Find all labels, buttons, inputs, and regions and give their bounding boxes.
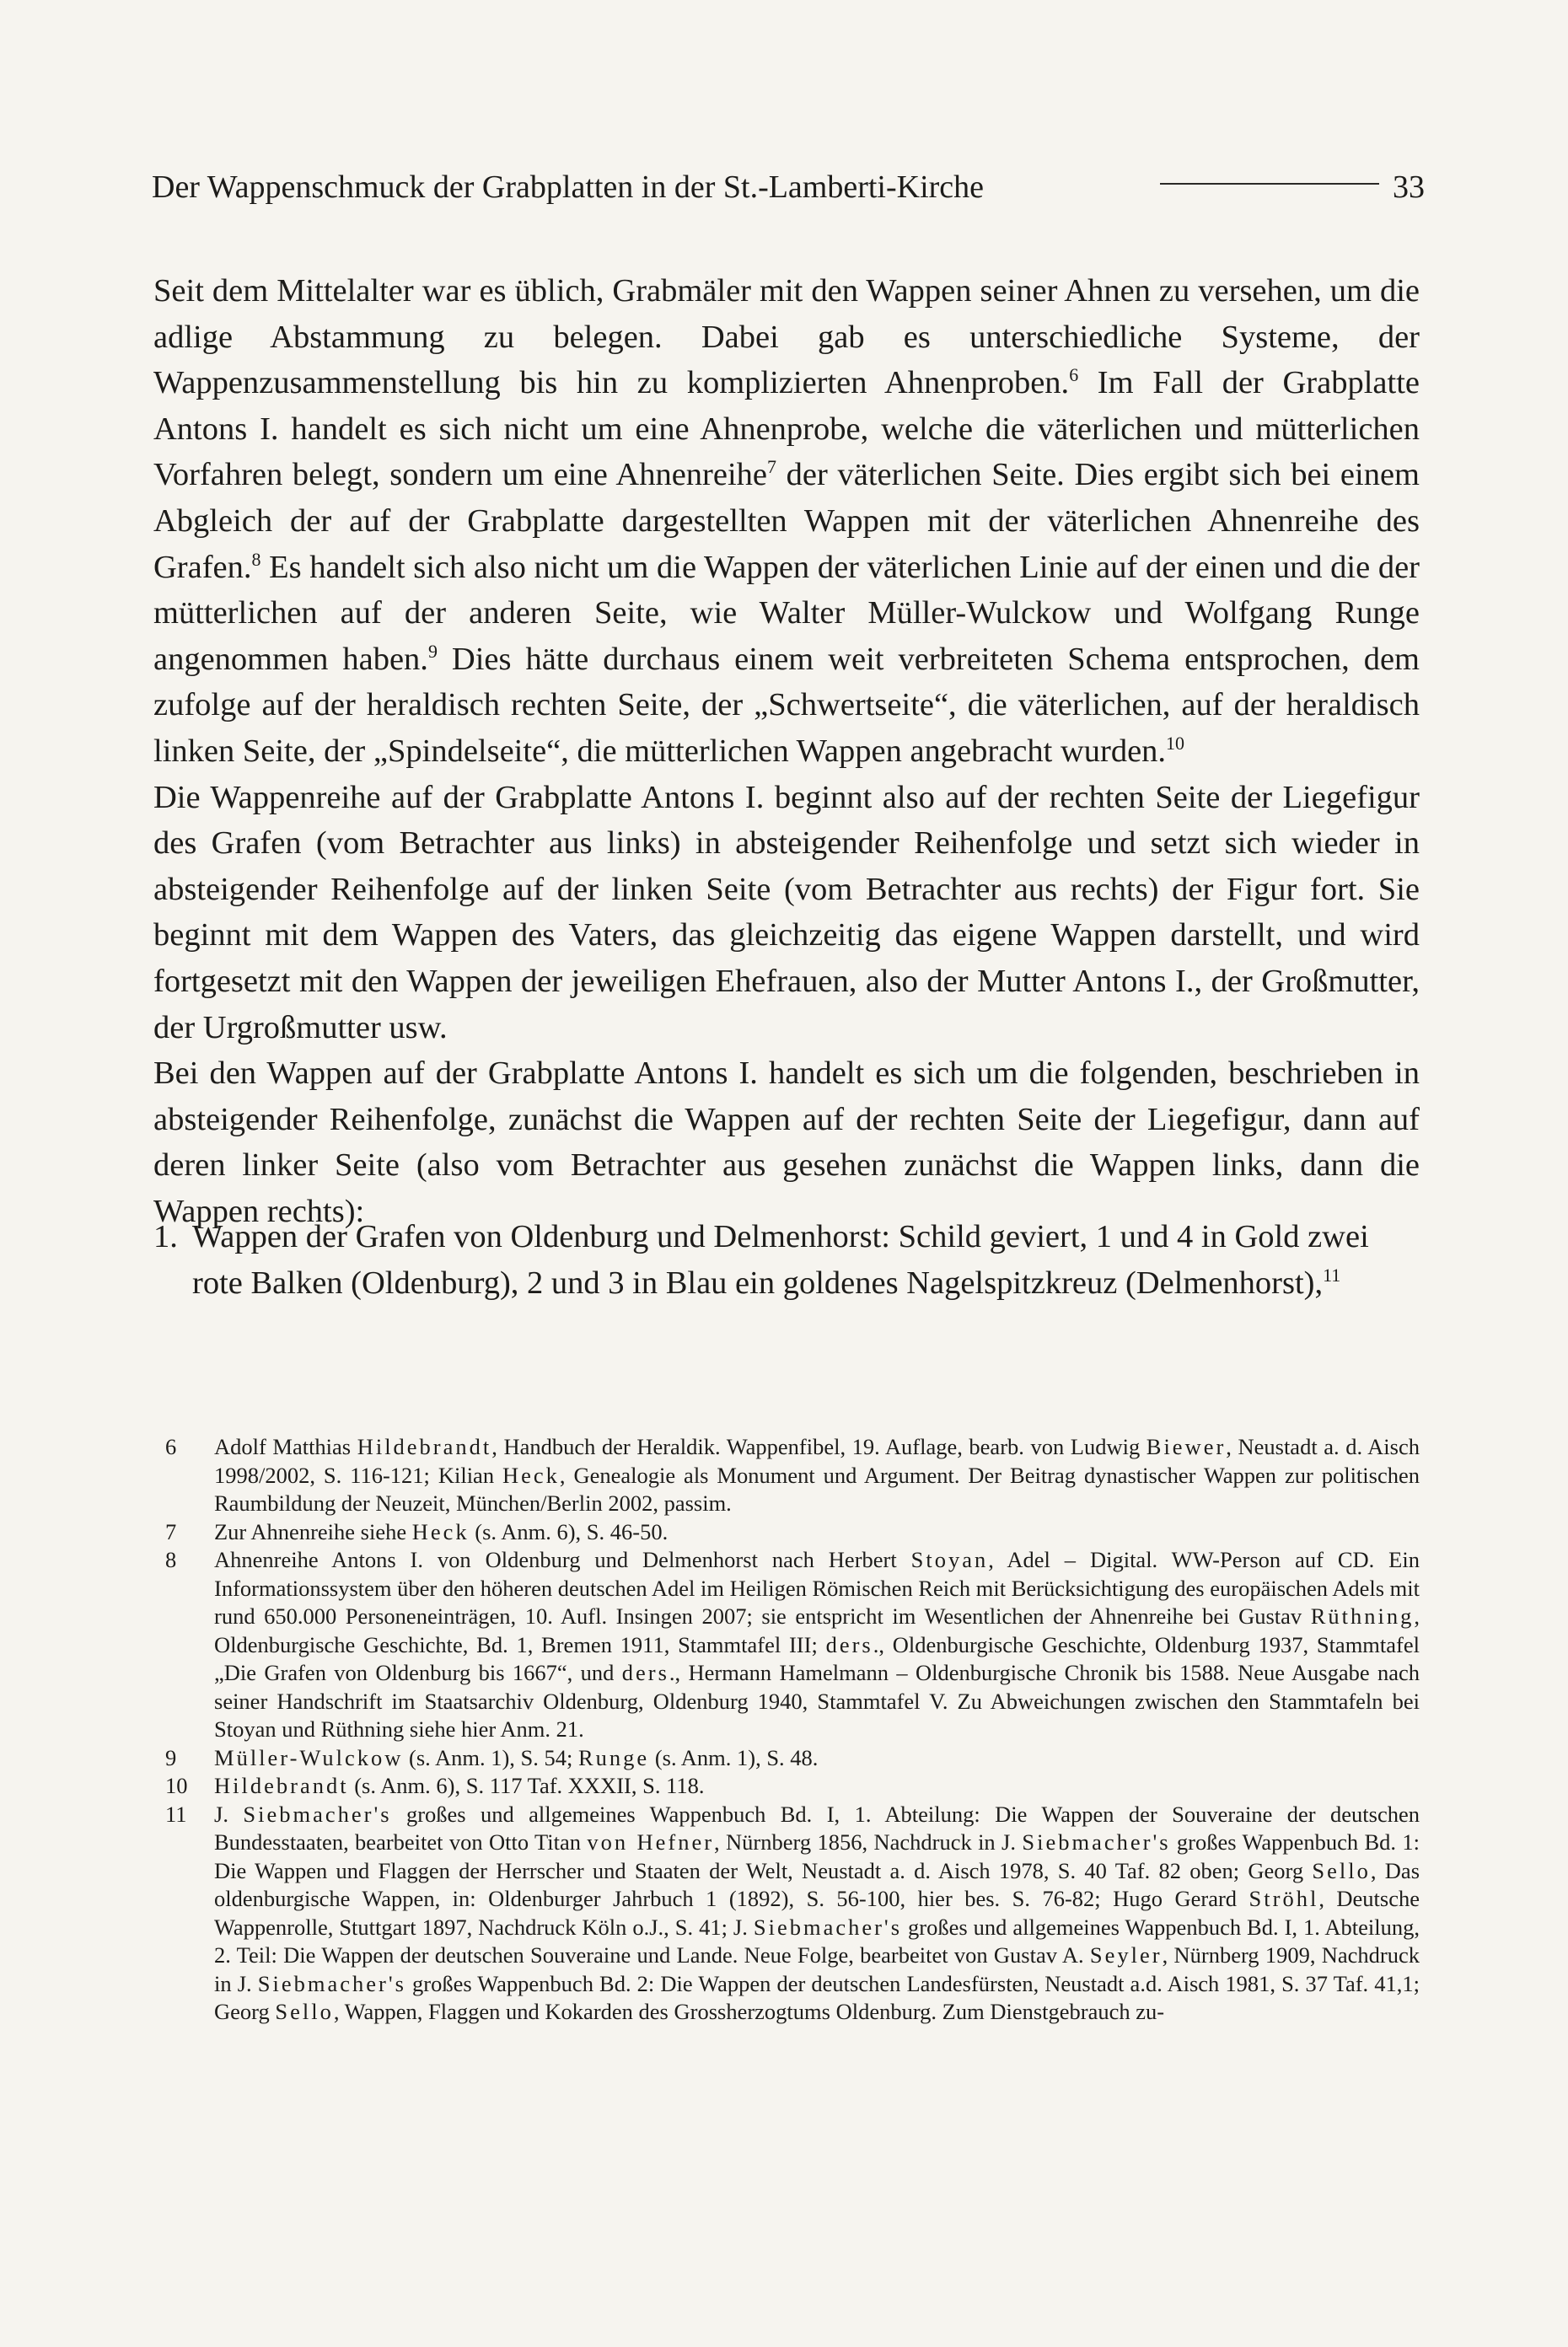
footnote-text <box>214 1801 1420 2027</box>
footnote-ref: 8 <box>251 548 261 570</box>
author-name: Siebmacher's <box>257 1970 406 1996</box>
footnote-number: 11 <box>165 1801 187 1827</box>
text-run: Zur Ahnenreihe siehe <box>214 1518 412 1544</box>
author-name: ders <box>621 1660 669 1685</box>
text-run: (s. Anm. 6), S. 46-50. <box>469 1518 669 1544</box>
heraldry-list <box>153 1214 1420 1306</box>
list-text <box>192 1214 1420 1306</box>
text-run: ., Hermann Hamelmann – Oldenburgische Chronik bis 1588. Neue Ausgabe nach seiner Handschrift im Staatsarchiv Oldenburg, Oldenburg 1940, Stammtafel V. Zu Abweichungen zwischen den Stammtafeln bei Stoyan und Rüthning siehe hier Anm. 21. <box>214 1660 1420 1742</box>
author-name: Siebmacher's <box>753 1914 903 1940</box>
text-run: ., Oldenburgische Geschichte, Oldenburg 1937, Stammtafel „Die Grafen von Oldenburg bis 1667“, und <box>214 1631 1420 1685</box>
author-name: Müller-Wulckow <box>214 1744 404 1770</box>
author-name: Stoyan <box>910 1547 989 1572</box>
list-item <box>153 1214 1420 1306</box>
author-name: Siebmacher's <box>1022 1829 1171 1855</box>
author-name: von Hefner <box>587 1829 715 1855</box>
text-run: J. <box>214 1801 244 1827</box>
footnote-10 <box>165 1772 1420 1801</box>
text-run: , Handbuch der Heraldik. Wappenfibel, 19. Auflage, bearb. von Ludwig <box>491 1434 1146 1459</box>
footnote-6 <box>165 1433 1420 1518</box>
footnote-text <box>214 1433 1420 1518</box>
text-run: Dies hätte durchaus einem weit verbreiteten Schema entsprochen, dem zufolge auf der heraldisch rechten Seite, der „Schwertseite“, die väterlichen, auf der heraldisch linken Seite, der „Spindelseite“, die mütterlichen Wappen angebracht wurden. <box>153 641 1420 769</box>
footnote-text <box>214 1546 1420 1744</box>
text-run: (s. Anm. 1), S. 54; <box>403 1744 578 1770</box>
author-name: ders <box>825 1631 873 1657</box>
page-number: 33 <box>1393 169 1425 205</box>
footnote-ref: 10 <box>1166 732 1185 754</box>
text-run: Wappen der Grafen von Oldenburg und Delmenhorst: Schild geviert, 1 und 4 in Gold zwei rote Balken (Oldenburg), 2 und 3 in Blau ein goldenes Nagelspitzkreuz (Delmenhorst), <box>192 1219 1369 1301</box>
text-run: Es handelt sich also nicht um die Wappen der väterlichen Linie auf der einen und die der mütterlichen auf der anderen Seite, wie Walter Müller-Wulckow und Wolfgang Runge angenommen haben. <box>153 549 1420 677</box>
text-run: , Neustadt a. d. Aisch 1998/2002, S. 116-121; Kilian <box>214 1434 1420 1488</box>
paragraph-1 <box>153 268 1420 775</box>
text-run: , Wappen, Flaggen und Kokarden des Grossherzogtums Oldenburg. Zum Dienstgebrauch zu- <box>333 1999 1165 2024</box>
footnote-number: 9 <box>165 1744 177 1770</box>
footnote-9 <box>165 1744 1420 1773</box>
footnote-text <box>214 1744 1420 1773</box>
author-name: Rüthning <box>1310 1603 1415 1629</box>
paragraph-3: Bei den Wappen auf der Grabplatte Antons I. handelt es sich um die folgenden, beschrieben in absteigender Reihenfolge, zunächst die Wappen auf der rechten Seite der Liegefigur, dann auf deren linker Seite (also vom Betrachter aus gesehen zunächst die Wappen links, dann die Wappen rechts): <box>153 1055 1420 1229</box>
footnote-ref: 11 <box>1323 1264 1341 1286</box>
running-title: Der Wappenschmuck der Grabplatten in der St.-Lamberti-Kirche <box>152 169 985 205</box>
footnote-text <box>214 1518 1420 1547</box>
text-run: , Nürnberg 1856, Nachdruck in J. <box>714 1829 1023 1855</box>
footnote-7 <box>165 1518 1420 1547</box>
header-rule <box>1160 183 1379 185</box>
author-name: Siebmacher's <box>243 1801 392 1827</box>
footnote-ref: 7 <box>767 456 776 478</box>
text-run: großes Wappenbuch Bd. 1: Die Wappen und Flaggen der Herrscher und Staaten der Welt, Neustadt a. d. Aisch 1978, S. 40 Taf. 82 oben; Georg <box>214 1829 1420 1883</box>
footnote-8 <box>165 1546 1420 1744</box>
text-run: , Oldenburgische Geschichte, Bd. 1, Bremen 1911, Stammtafel III; <box>214 1603 1420 1657</box>
text-run: , Das oldenburgische Wappen, in: Oldenburger Jahrbuch 1 (1892), S. 56-100, hier bes. S. 76-82; Hugo Gerard <box>214 1857 1420 1911</box>
author-name: Hildebrandt <box>357 1434 492 1459</box>
author-name: Heck <box>411 1518 470 1544</box>
main-text <box>153 268 1420 1234</box>
text-run: großes und allgemeines Wappenbuch Bd. I, 1. Abteilung, 2. Teil: Die Wappen der deutschen Souveraine und Lande. Neue Folge, bearbeitet von Gustav A. <box>214 1914 1420 1968</box>
footnote-text <box>214 1772 1420 1801</box>
text-run: Seit dem Mittelalter war es üblich, Grabmäler mit den Wappen seiner Ahnen zu versehen, um die adlige Abstammung zu belegen. Dabei gab es unterschiedliche Systeme, der Wappenzusammenstellung bis hin zu komplizierten Ahnenproben. <box>153 273 1420 401</box>
text-run: , Nürnberg 1909, Nachdruck in J. <box>214 1942 1420 1996</box>
footnote-ref: 6 <box>1069 364 1079 386</box>
footnotes <box>165 1433 1420 2027</box>
footnote-ref: 9 <box>427 640 438 662</box>
footnote-number: 7 <box>165 1518 177 1544</box>
footnote-number: 10 <box>165 1773 188 1798</box>
text-run: , Deutsche Wappenrolle, Stuttgart 1897, Nachdruck Köln o.J., S. 41; J. <box>214 1886 1420 1940</box>
author-name: Sello <box>275 1999 334 2024</box>
text-run: , Adel – Digital. WW-Person auf CD. Ein Informationssystem über den höheren deutschen Adel im Heiligen Römischen Reich mit Berücksichtigung des europäischen Adels mit rund 650.000 Personeneinträgen, 10. Aufl. Insingen 2007; sie entspricht im Wesentlichen der Ahnenreihe bei Gustav <box>214 1547 1420 1629</box>
text-run: Adolf Matthias <box>214 1434 357 1459</box>
text-run: der väterlichen Seite. Dies ergibt sich bei einem Abgleich der auf der Grabplatte dargestellten Wappen mit der väterlichen Ahnenreihe des Grafen. <box>153 457 1420 585</box>
running-header <box>152 162 1425 212</box>
author-name: Hildebrandt <box>214 1773 349 1798</box>
author-name: Ströhl <box>1248 1886 1319 1911</box>
footnote-number: 8 <box>165 1547 177 1572</box>
author-name: Sello <box>1312 1857 1371 1883</box>
text-run: großes und allgemeines Wappenbuch Bd. I, 1. Abteilung: Die Wappen der Souveraine der deutschen Bundesstaaten, bearbeitet von Otto Titan <box>214 1801 1420 1855</box>
text-run: (s. Anm. 6), S. 117 Taf. XXXII, S. 118. <box>348 1773 705 1798</box>
author-name: Heck <box>502 1462 560 1488</box>
author-name: Seyler <box>1089 1942 1163 1968</box>
text-run: (s. Anm. 1), S. 48. <box>649 1744 819 1770</box>
footnote-number: 6 <box>165 1434 177 1459</box>
text-run: Ahnenreihe Antons I. von Oldenburg und Delmenhorst nach Herbert <box>214 1547 911 1572</box>
author-name: Biewer <box>1146 1434 1227 1459</box>
list-number: 1. <box>153 1219 178 1254</box>
paragraph-2: Die Wappenreihe auf der Grabplatte Antons I. beginnt also auf der rechten Seite der Liegefigur des Grafen (vom Betrachter aus links) in absteigender Reihenfolge und setzt sich wieder in absteigender Reihenfolge auf der linken Seite (vom Betrachter aus rechts) der Figur fort. Sie beginnt mit dem Wappen des Vaters, das gleichzeitig das eigene Wappen darstellt, und wird fortgesetzt mit den Wappen der jeweiligen Ehefrauen, also der Mutter Antons I., der Großmutter, der Urgroßmutter usw. <box>153 779 1420 1045</box>
text-run: , Genealogie als Monument und Argument. Der Beitrag dynastischer Wappen zur politischen Raumbildung der Neuzeit, München/Berlin 2002, passim. <box>214 1462 1420 1516</box>
text-run: Im Fall der Grabplatte Antons I. handelt es sich nicht um eine Ahnenprobe, welche die väterlichen und mütterlichen Vorfahren belegt, sondern um eine Ahnenreihe <box>153 365 1420 493</box>
text-run: großes Wappenbuch Bd. 2: Die Wappen der deutschen Landesfürsten, Neustadt a.d. Aisch 1981, S. 37 Taf. 41,1; Georg <box>214 1970 1420 2024</box>
author-name: Runge <box>578 1744 650 1770</box>
footnote-11 <box>165 1801 1420 2027</box>
